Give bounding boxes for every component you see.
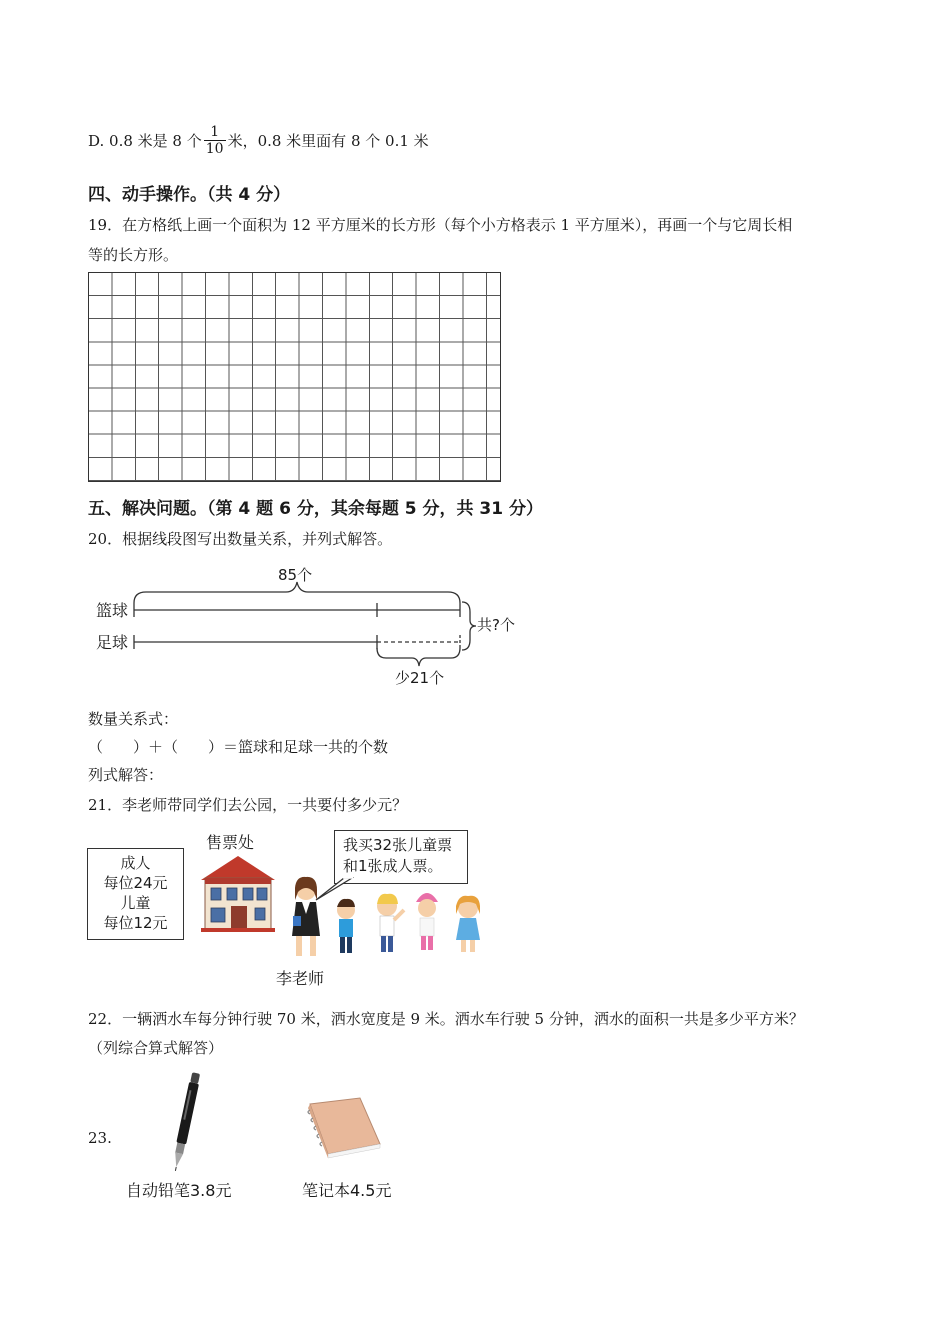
notebook-price-label: 笔记本4.5元	[302, 1181, 392, 1200]
label-football: 足球	[96, 633, 129, 652]
relation-blank: （ ）＋（ ）＝篮球和足球一共的个数	[88, 738, 389, 756]
q19-text-line1: 19．在方格纸上画一个面积为 12 平方厘米的长方形（每个小方格表示 1 平方厘米），再画一个与它周长相	[88, 216, 793, 234]
label-85: 85个	[278, 566, 313, 584]
price-line: 儿童	[120, 894, 151, 912]
teacher-label: 李老师	[276, 969, 325, 988]
label-less-21: 少21个	[395, 669, 445, 687]
fraction-numerator: 1	[204, 124, 226, 141]
ticket-office-label: 售票处	[206, 833, 255, 852]
option-d-suffix: 米，0.8 米里面有 8 个 0.1 米	[227, 132, 429, 150]
speech-line: 我买32张儿童票	[343, 836, 453, 854]
q21-text: 21．李老师带同学们去公园，一共要付多少元？	[88, 796, 408, 814]
right-brace	[462, 602, 476, 650]
option-d-prefix: D. 0.8 米是 8 个	[88, 132, 202, 150]
section5-title: 五、解决问题。（第 4 题 6 分，其余每题 5 分，共 31 分）	[88, 499, 543, 519]
top-brace	[134, 582, 460, 603]
segment-diagram	[90, 560, 530, 695]
fraction-denominator: 10	[205, 141, 224, 157]
q19-text-line2: 等的长方形。	[88, 246, 179, 264]
label-basketball: 篮球	[96, 601, 129, 620]
speech-line: 和1张成人票。	[343, 857, 443, 875]
teacher-and-students-illustration	[284, 874, 494, 966]
price-board	[87, 848, 184, 940]
q23-number: 23.	[88, 1129, 112, 1147]
q22-text-line1: 22．一辆洒水车每分钟行驶 70 米，洒水宽度是 9 米。洒水车行驶 5 分钟，洒水的面积一共是多少平方米？	[88, 1010, 804, 1028]
q22-text-line2: （列综合算式解答）	[88, 1039, 224, 1057]
ticket-office-building-icon	[197, 852, 279, 934]
relation-label: 数量关系式：	[88, 710, 179, 728]
teacher-figure	[292, 877, 320, 956]
price-line: 每位24元	[103, 874, 168, 892]
notebook-icon	[300, 1094, 384, 1164]
price-line: 每位12元	[103, 914, 168, 932]
square-grid-paper	[88, 272, 501, 482]
pencil-price-label: 自动铅笔3.8元	[126, 1181, 232, 1200]
fraction-one-tenth	[204, 124, 226, 157]
section4-title: 四、动手操作。（共 4 分）	[88, 185, 291, 205]
label-total: 共?个	[477, 616, 515, 634]
q20-text: 20．根据线段图写出数量关系，并列式解答。	[88, 530, 393, 548]
price-line: 成人	[120, 854, 151, 872]
q18-option-d	[88, 124, 429, 157]
bottom-brace	[377, 648, 460, 666]
mechanical-pencil-icon	[166, 1068, 206, 1174]
answer-label: 列式解答：	[88, 766, 164, 784]
